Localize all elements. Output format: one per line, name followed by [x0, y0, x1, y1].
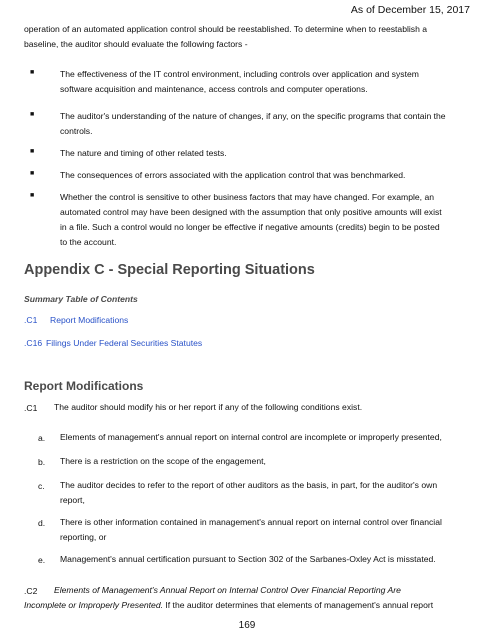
intro-line-2: baseline, the auditor should evaluate the following factors - [24, 39, 248, 49]
condition-line: There is other information contained in management's annual report on internal control over financial [60, 517, 442, 527]
bullet-marker: ■ [30, 111, 35, 118]
condition-item [60, 515, 474, 545]
condition-letter: b. [38, 457, 46, 467]
bullet-item [60, 67, 472, 97]
appendix-title: Appendix C - Special Reporting Situations [24, 262, 315, 278]
condition-letter: e. [38, 555, 46, 565]
toc-link-number: .C16 [24, 338, 43, 348]
bullet-marker: ■ [30, 69, 35, 76]
condition-line: Elements of management's annual report on internal control are incomplete or improperly presented, [60, 432, 442, 442]
condition-line: Management's annual certification pursuant to Section 302 of the Sarbanes-Oxley Act is misstated. [60, 554, 436, 564]
header-date: As of December 15, 2017 [350, 4, 470, 16]
paragraph-c2-line-2 [24, 598, 472, 613]
intro-line-1: operation of an automated application control should be reestablished. To determine when to reestablish a [24, 24, 428, 34]
section-title: Report Modifications [24, 379, 144, 393]
condition-line: There is a restriction on the scope of the engagement, [60, 456, 266, 466]
paragraph-number: .C1 [24, 403, 38, 413]
bullet-line: automated control may have been designed with the assumption that only positive amounts will exist [60, 207, 442, 217]
paragraph-c2-line-1 [54, 583, 474, 598]
condition-line: reporting, or [60, 532, 107, 542]
bullet-line: Whether the control is sensitive to other business factors that may have changed. For example, an [60, 192, 435, 202]
condition-item [60, 430, 474, 445]
toc-title: Summary Table of Contents [24, 294, 138, 304]
paragraph-c2-italic: Incomplete or Improperly Presented. [24, 600, 163, 610]
bullet-item [60, 168, 472, 183]
condition-item [60, 478, 474, 508]
condition-line: The auditor decides to refer to the report of other auditors as the basis, in part, for the auditor's own [60, 480, 438, 490]
toc-link-c16[interactable] [24, 338, 202, 348]
bullet-marker: ■ [30, 170, 35, 177]
toc-link-label: Filings Under Federal Securities Statutes [46, 338, 203, 348]
bullet-item [60, 146, 472, 161]
bullet-item [60, 190, 472, 250]
paragraph-number: .C2 [24, 586, 38, 596]
toc-link-number: .C1 [24, 315, 38, 325]
condition-letter: c. [38, 481, 45, 491]
bullet-line: The nature and timing of other related tests. [60, 148, 227, 158]
paragraph-c2-italic: Elements of Management's Annual Report on Internal Control Over Financial Reporting Are [54, 585, 401, 595]
condition-line: report, [60, 495, 85, 505]
condition-letter: d. [38, 518, 46, 528]
condition-item [60, 552, 474, 567]
bullet-line: controls. [60, 126, 93, 136]
bullet-marker: ■ [30, 192, 35, 199]
page-number: 169 [238, 620, 256, 631]
bullet-item [60, 109, 472, 139]
condition-item [60, 454, 474, 469]
bullet-line: The consequences of errors associated with the application control that was benchmarked. [60, 170, 406, 180]
bullet-line: The effectiveness of the IT control environment, including controls over application and system [60, 69, 419, 79]
bullet-line: in a file. Such a control would no longer be effective if negative amounts (credits) begin to be posted [60, 222, 440, 232]
bullet-line: software acquisition and maintenance, access controls and computer operations. [60, 84, 368, 94]
bullet-line: The auditor's understanding of the nature of changes, if any, on the specific programs that contain the [60, 111, 446, 121]
toc-link-c1[interactable] [24, 315, 128, 325]
paragraph-text: The auditor should modify his or her report if any of the following conditions exist. [54, 402, 363, 412]
paragraph-c2-text: If the auditor determines that elements of management's annual report [163, 600, 434, 610]
condition-letter: a. [38, 433, 46, 443]
bullet-marker: ■ [30, 148, 35, 155]
toc-link-label: Report Modifications [50, 315, 129, 325]
bullet-line: to the account. [60, 237, 117, 247]
